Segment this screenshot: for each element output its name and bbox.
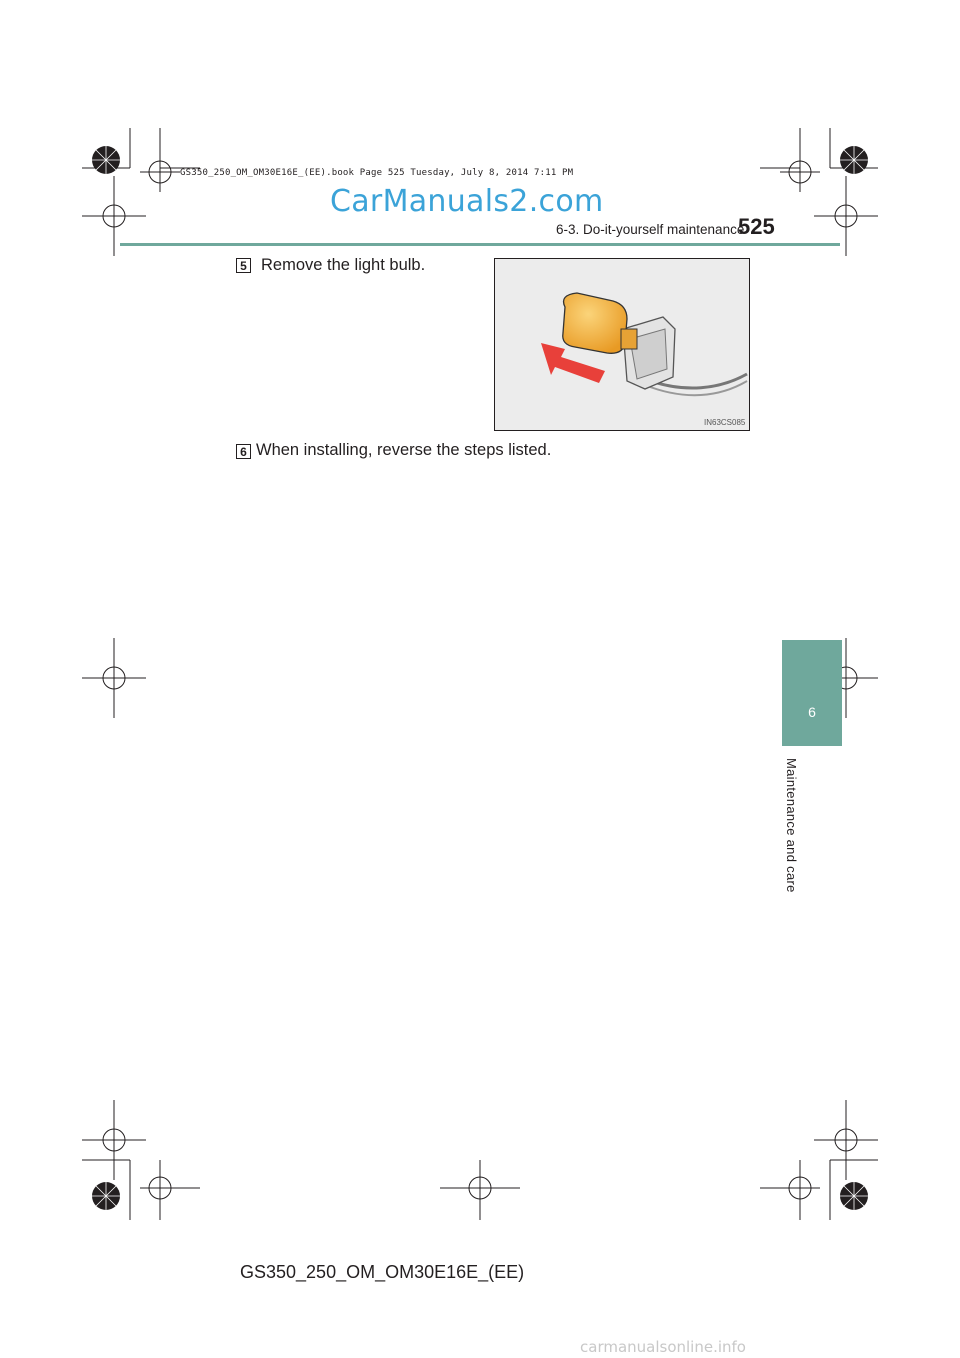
page-number: 525 (738, 214, 775, 239)
chapter-label: Maintenance and care (784, 758, 799, 893)
print-info-line: GS350_250_OM_OM30E16E_(EE).book Page 525 Tuesday, July 8, 2014 7:11 PM (180, 168, 574, 178)
header-rule (120, 243, 840, 246)
bulb-removal-figure (494, 258, 750, 431)
watermark-logo: CarManuals2.com (330, 184, 604, 219)
step-number-6: 6 (236, 444, 251, 459)
step-text-6: When installing, reverse the steps listed. (256, 441, 552, 459)
bulb-removal-illustration-icon (495, 259, 749, 430)
chapter-tab (782, 640, 842, 746)
footer-watermark: carmanualsonline.info (580, 1338, 746, 1356)
step-number-5: 5 (236, 258, 251, 273)
section-title: 6-3. Do-it-yourself maintenance (556, 222, 745, 237)
footer-document-code: GS350_250_OM_OM30E16E_(EE) (240, 1262, 525, 1282)
figure-code: IN63CS085 (704, 418, 746, 427)
step-text-5: Remove the light bulb. (261, 256, 426, 274)
chapter-number: 6 (808, 704, 816, 720)
